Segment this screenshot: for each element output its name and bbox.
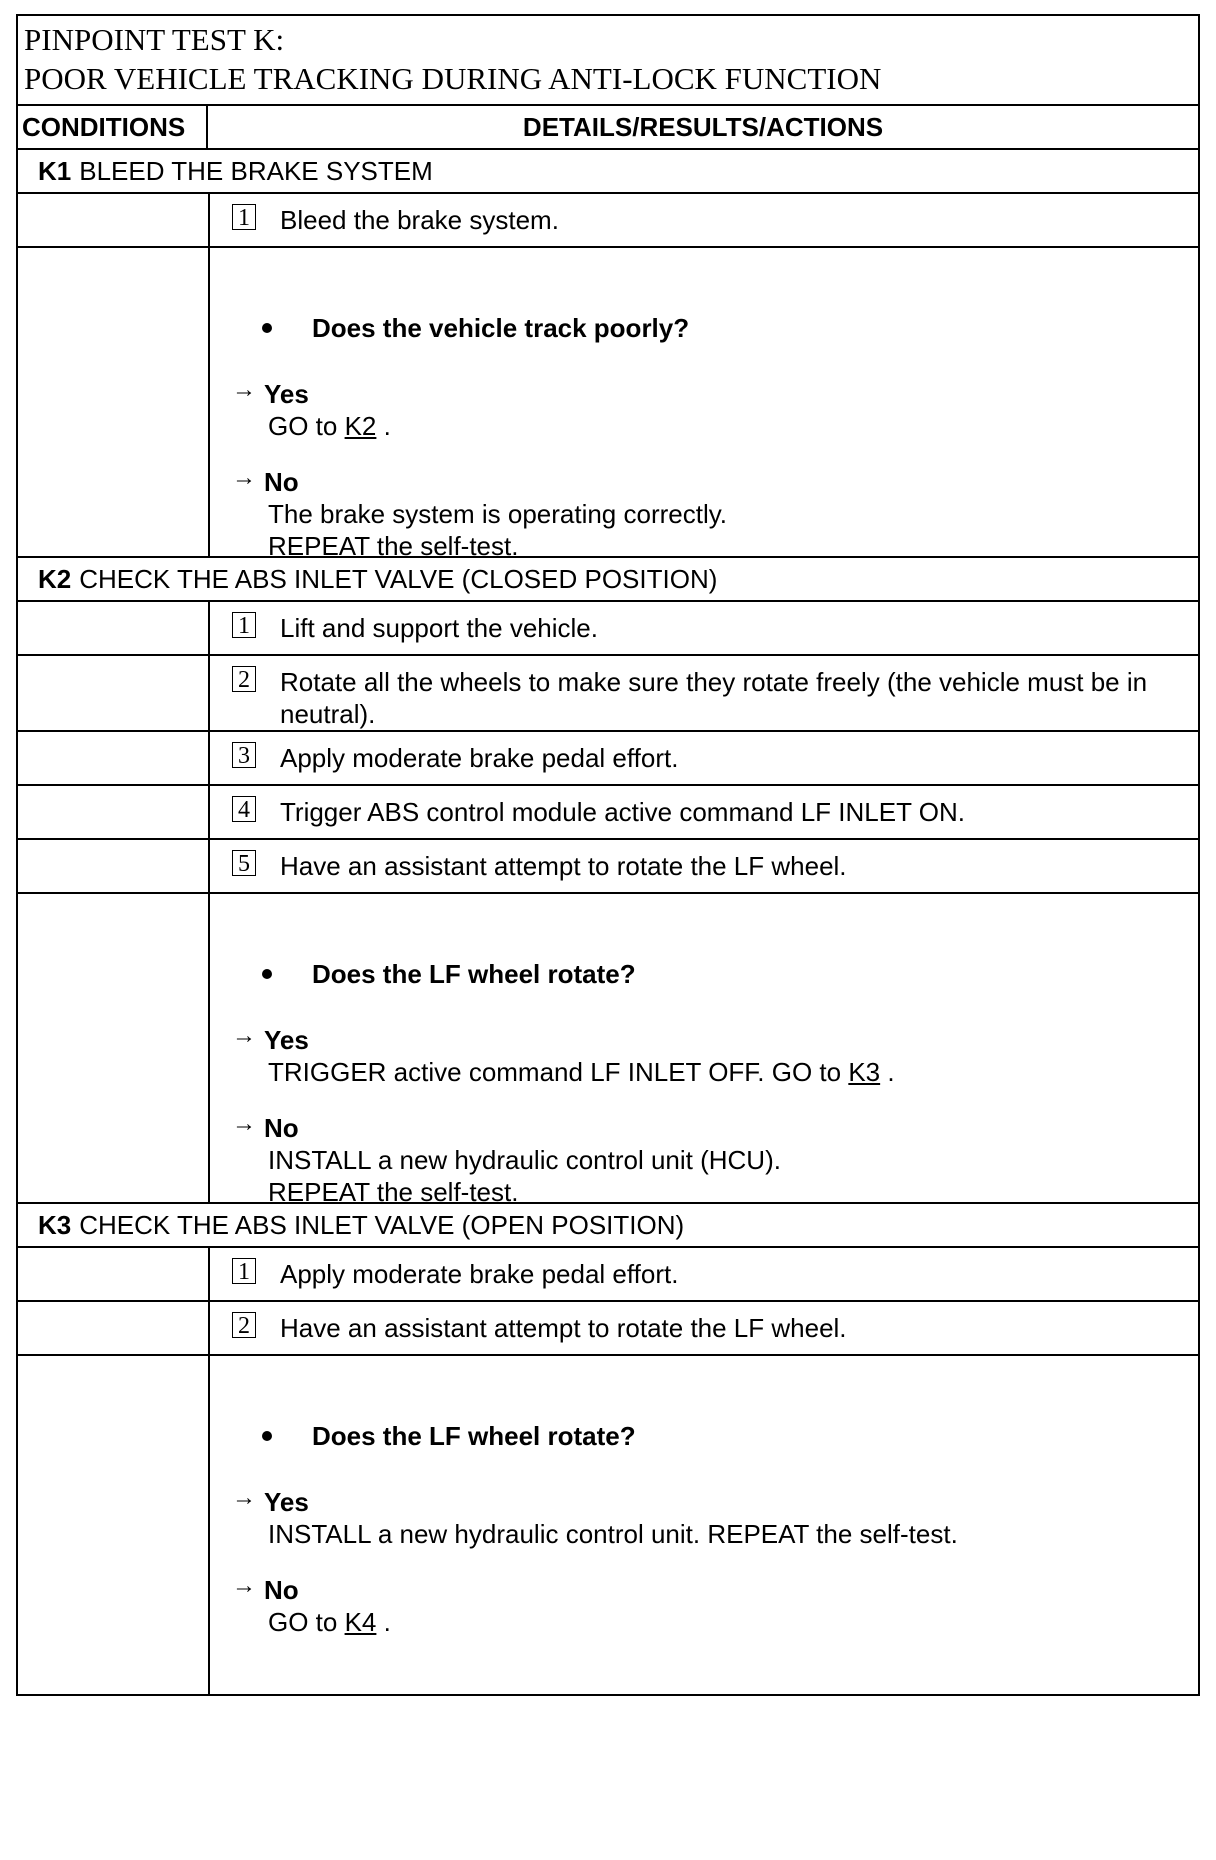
k2-step-1 — [18, 602, 1198, 656]
bullet-icon — [262, 1431, 272, 1441]
answer-yes: → Yes TRIGGER active command LF INLET OFF. GO to K3 . — [232, 1022, 895, 1087]
step-text: Lift and support the vehicle. — [280, 613, 598, 643]
step-number-box: 3 — [232, 742, 256, 768]
question: Does the LF wheel rotate? — [220, 958, 1188, 990]
step-number-box: 2 — [232, 1312, 256, 1338]
question: Does the vehicle track poorly? — [220, 312, 1188, 344]
column-header-row — [18, 106, 1198, 150]
details-header: DETAILS/RESULTS/ACTIONS — [522, 111, 884, 142]
section-k3-label: CHECK THE ABS INLET VALVE (OPEN POSITION) — [79, 1209, 685, 1240]
step-number-box: 5 — [232, 850, 256, 876]
step-number-box: 4 — [232, 796, 256, 822]
k3-step-2 — [18, 1302, 1198, 1356]
step-text: Rotate all the wheels to make sure they rotate freely (the vehicle must be in neutral). — [280, 667, 1148, 729]
k2-question-row — [18, 894, 1198, 1207]
answer-no: → No INSTALL a new hydraulic control unit (HCU). REPEAT the self-test. — [232, 1110, 781, 1207]
step-text: Have an assistant attempt to rotate the LF wheel. — [280, 1313, 847, 1343]
section-k3-id: K3 — [38, 1209, 72, 1240]
arrow-right-icon: → — [232, 1484, 256, 1511]
arrow-right-icon: → — [232, 1572, 256, 1599]
step-number-box: 1 — [232, 204, 256, 230]
k2-step-4 — [18, 786, 1198, 840]
step-number-box: 1 — [232, 612, 256, 638]
answer-yes: → Yes INSTALL a new hydraulic control unit. REPEAT the self-test. — [232, 1484, 958, 1549]
step-text: Apply moderate brake pedal effort. — [280, 1259, 679, 1289]
answer-no: → No GO to K4 . — [232, 1572, 391, 1637]
k3-question-row — [18, 1356, 1198, 1694]
arrow-right-icon: → — [232, 464, 256, 491]
pinpoint-test-table — [16, 14, 1200, 1696]
link-k4[interactable]: K4 — [344, 1607, 377, 1637]
k2-step-5 — [18, 840, 1198, 894]
k1-question-row — [18, 248, 1198, 561]
k2-step-3 — [18, 732, 1198, 786]
section-k2-id: K2 — [38, 563, 72, 594]
step-text: Apply moderate brake pedal effort. — [280, 743, 679, 773]
section-k3-header — [18, 1204, 1198, 1248]
arrow-right-icon: → — [232, 376, 256, 403]
section-k1-label: BLEED THE BRAKE SYSTEM — [79, 155, 433, 186]
step-text: Have an assistant attempt to rotate the LF wheel. — [280, 851, 847, 881]
title-line-1: PINPOINT TEST K: — [24, 22, 285, 57]
step-text: Bleed the brake system. — [280, 205, 559, 235]
step-text: Trigger ABS control module active command LF INLET ON. — [280, 797, 965, 827]
section-k2-header — [18, 558, 1198, 602]
document-title — [18, 16, 1198, 106]
question: Does the LF wheel rotate? — [220, 1420, 1188, 1452]
link-k3[interactable]: K3 — [848, 1057, 881, 1087]
section-k1-header — [18, 150, 1198, 194]
arrow-right-icon: → — [232, 1110, 256, 1137]
k3-step-1 — [18, 1248, 1198, 1302]
k2-step-2 — [18, 656, 1198, 732]
answer-no: → No The brake system is operating correctly. REPEAT the self-test. — [232, 464, 728, 561]
bullet-icon — [262, 969, 272, 979]
answer-yes: → Yes GO to K2 . — [232, 376, 391, 441]
title-line-2: POOR VEHICLE TRACKING DURING ANTI-LOCK FUNCTION — [24, 61, 882, 96]
section-k2-label: CHECK THE ABS INLET VALVE (CLOSED POSITION) — [79, 563, 718, 594]
bullet-icon — [262, 323, 272, 333]
k1-step-1 — [18, 194, 1198, 248]
section-k1-id: K1 — [38, 155, 72, 186]
arrow-right-icon: → — [232, 1022, 256, 1049]
step-number-box: 2 — [232, 666, 256, 692]
step-number-box: 1 — [232, 1258, 256, 1284]
conditions-header: CONDITIONS — [18, 106, 208, 148]
link-k2[interactable]: K2 — [344, 411, 377, 441]
